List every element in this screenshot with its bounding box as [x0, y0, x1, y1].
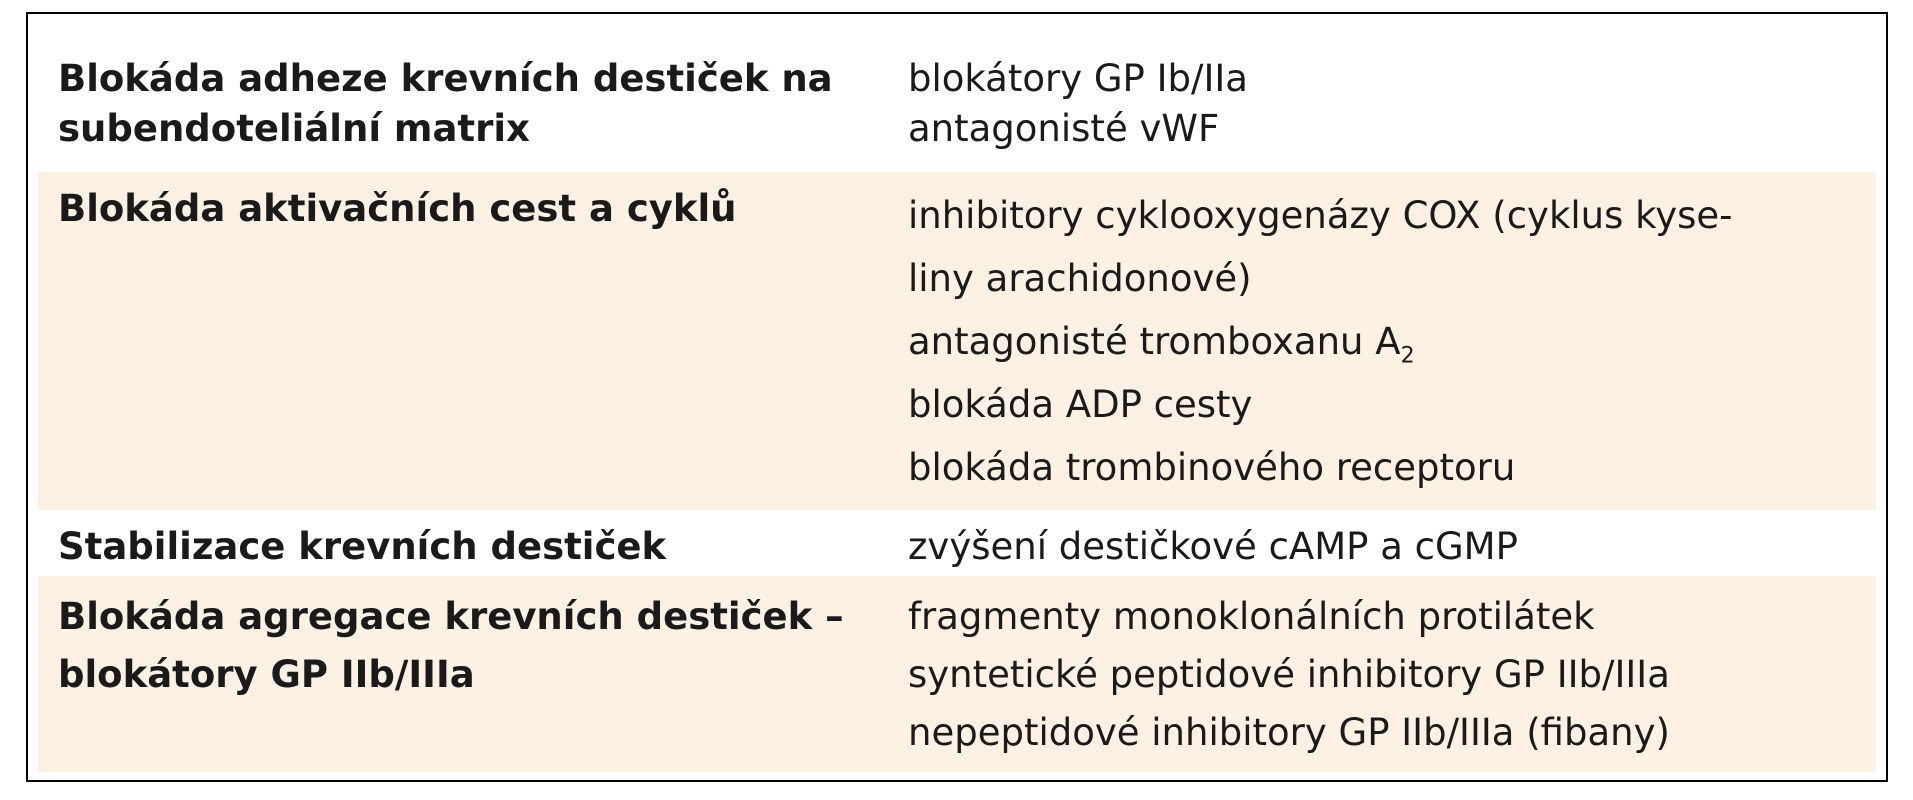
item-line: syntetické peptidové inhibitory GP IIb/IIIa [908, 653, 1670, 696]
item-line: blokáda ADP cesty [908, 383, 1253, 426]
item-line: fragmenty monoklonálních protilátek [908, 595, 1595, 638]
category-line: blokátory GP IIb/IIIa [58, 653, 475, 696]
row-items [908, 522, 1868, 572]
table-row [38, 518, 1876, 576]
item-line: blokátory GP Ib/IIa [908, 57, 1248, 100]
row-category [58, 184, 888, 234]
row-category [58, 522, 888, 572]
row-items [908, 184, 1868, 499]
table-frame [26, 12, 1888, 782]
category-line: Blokáda agregace krevních destiček – [58, 595, 844, 638]
item-line: antagonisté vWF [908, 107, 1220, 150]
table-row [38, 576, 1876, 772]
subscript: 2 [1400, 343, 1415, 369]
category-line: Blokáda aktivačních cest a cyklů [58, 187, 737, 230]
item-line: liny arachidonové) [908, 257, 1252, 300]
category-line: Blokáda adheze krevních destiček na [58, 57, 833, 100]
item-line: inhibitory cyklooxygenázy COX (cyklus kyse- [908, 194, 1733, 237]
item-line: zvýšení destičkové cAMP a cGMP [908, 525, 1518, 568]
row-category [58, 588, 888, 704]
category-line: Stabilizace krevních destiček [58, 525, 667, 568]
row-items [908, 588, 1868, 762]
table-row [38, 172, 1876, 510]
item-line: nepeptidové inhibitory GP IIb/IIIa (fibany) [908, 711, 1670, 754]
row-items [908, 54, 1868, 154]
table-row [38, 54, 1876, 164]
item-line: blokáda trombinového receptoru [908, 446, 1516, 489]
category-line: subendoteliální matrix [58, 107, 530, 150]
item-line: antagonisté tromboxanu $A_2$ [908, 320, 1415, 369]
row-category [58, 54, 888, 154]
